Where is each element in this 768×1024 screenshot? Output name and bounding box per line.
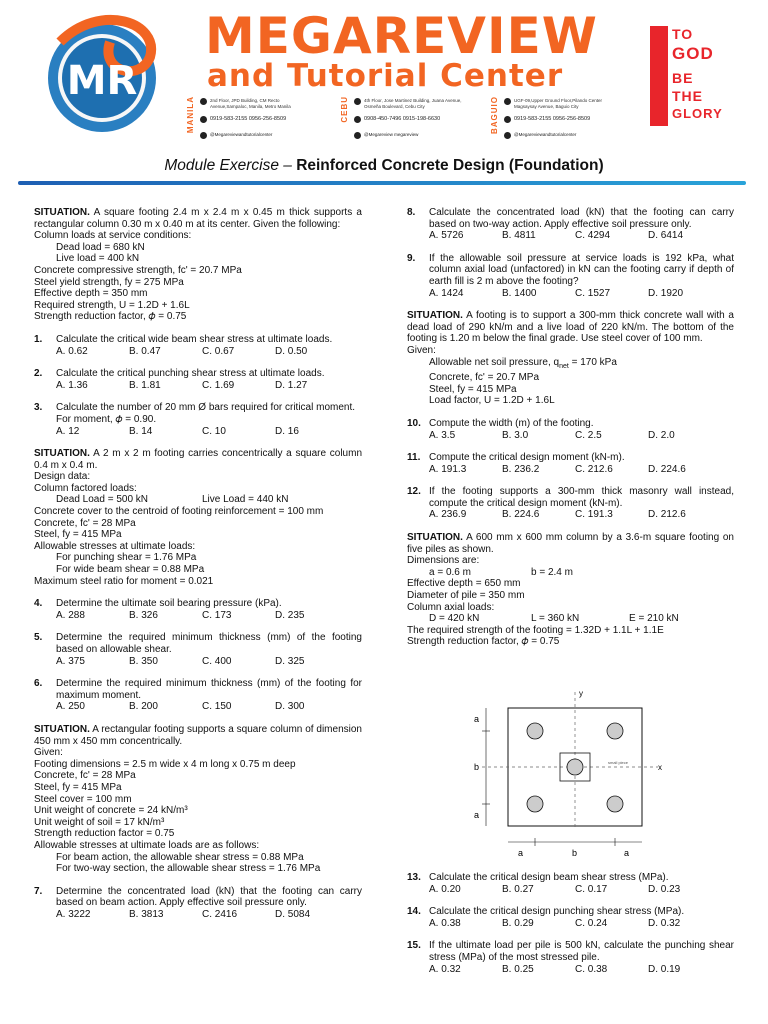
facebook-icon — [200, 132, 207, 139]
question-1: 1. Calculate the critical wide beam shear stress at ultimate loads. — [34, 333, 333, 345]
choices-9: A. 1424 B. 1400 C. 1527 D. 1920 — [429, 287, 684, 299]
choices-1: A. 0.62 B. 0.47 C. 0.67 D. 0.50 — [56, 345, 308, 357]
dim-b-left: b — [474, 762, 480, 772]
choices-7: A. 3222 B. 3813 C. 2416 D. 5084 — [56, 908, 311, 920]
pile-footing-diagram — [462, 688, 682, 862]
right-column-bottom — [407, 872, 734, 975]
situation-3: SITUATION. A rectangular footing supports a square column of dimension 450 mm x 450 mm concentrically. — [34, 723, 362, 747]
question-4: 4. Determine the ultimate soil bearing pressure (kPa). — [34, 598, 282, 610]
small-note: small piece — [608, 760, 629, 765]
question-11: 11. Compute the critical design moment (kN-m). — [407, 452, 625, 464]
phone-icon — [200, 116, 207, 123]
dim-a-left: a — [518, 848, 524, 858]
choices-4: A. 288 B. 326 C. 173 D. 235 — [56, 609, 305, 621]
dim-b-bottom: b — [572, 848, 578, 858]
facebook-icon — [354, 132, 361, 139]
right-column: 8. Calculate the concentrated load (kN) that the footing can carry based on two-way action. Apply effective soil pressure only. A. 5726 B. 4811 C. 4294 D. 6414 9. If the allowable soil pressure at service loads is 192 kPa, what column axial load (unfactored) in kN can the footing carry if depth of earth fill is 2 m above the footing? A. 1424 B. 1400 C. 1527 D. 1920 SITUATION. A footing is to support a 300-mm thick concrete wall with a dead load of 290 kN/m and a live load of 220 kN/m. The bottom of the footing is 1.20 m below the final grade. Use steel cover of 100 mm. Given: Allowable net soil pressure, $q_{net} = 170$ kPa Concrete, fc' = 20.7 MPa Steel, fy = 415 MPa Load factor, U = 1.2D + 1.6L 10. Compute the width (m) of the footing. A. 3.5 B. 3.0 C. 2.5 D. 2.0 11. Compute the critical design moment (kN-m). A. 191.3 B. 236.2 C. 212.6 D. 224.6 12. If the footing supports a 300-mm thick masonry wall instead, compute the critical design moment (kN-m). A. 236.9 B. 224.6 C. 191.3 D. 212.6 SITUATION. A 600 mm x 600 mm column by a 3.6-m square footing on five piles as shown. Dimensions are: a = 0.6 m b = 2.4 m Effective depth = 650 mm Diameter of pile = 350 mm Column axial loads: D = 420 kN L = 360 kN E = 210 kN The required strength of the footing = 1.32D + 1.1L + 1.1E Strength reduction factor, 𝜙 = 0.75 — [407, 207, 734, 648]
choices-2: A. 1.36 B. 1.81 C. 1.69 D. 1.27 — [56, 379, 308, 391]
question-9: 9. If the allowable soil pressure at service loads is 192 kPa, what column axial load (unfactored) in kN can the footing carry if depth of earth fill is 2 m above the footing? — [407, 252, 734, 287]
question-2: 2. Calculate the critical punching shear stress at ultimate loads. — [34, 368, 325, 380]
choices-3: A. 12 B. 14 C. 10 D. 16 — [56, 425, 299, 437]
brand-title: MEGAREVIEW — [205, 7, 598, 65]
megareview-logo — [40, 12, 170, 138]
title-divider — [18, 181, 746, 185]
choices-8: A. 5726 B. 4811 C. 4294 D. 6414 — [429, 230, 684, 242]
question-12: 12. If the footing supports a 300-mm thick masonry wall instead, compute the critical design moment (kN-m). — [407, 486, 734, 509]
brand-subtitle: and Tutorial Center — [207, 58, 564, 94]
choices-6: A. 250 B. 200 C. 150 D. 300 — [56, 701, 305, 713]
choices-15: A. 0.32 B. 0.25 C. 0.38 D. 0.19 — [429, 963, 681, 975]
situation-5: SITUATION. A 600 mm x 600 mm column by a 3.6-m square footing on five piles as shown. — [407, 532, 734, 555]
question-5: 5. Determine the required minimum thickness (mm) of the footing based on allowable shear. — [34, 632, 362, 655]
choices-14: A. 0.38 B. 0.29 C. 0.24 D. 0.32 — [429, 917, 681, 929]
choices-11: A. 191.3 B. 236.2 C. 212.6 D. 224.6 — [429, 463, 686, 475]
choices-13: A. 0.20 B. 0.27 C. 0.17 D. 0.23 — [429, 883, 681, 895]
dim-a-top: a — [474, 714, 480, 724]
question-7: 7. Determine the concentrated load (kN) that the footing can carry based on beam action. Apply effective soil pressure only. — [34, 885, 362, 909]
y-axis-label: y — [579, 689, 583, 698]
dim-a-bottom: a — [474, 810, 480, 820]
x-axis-label: x — [658, 763, 662, 772]
pile — [607, 723, 623, 739]
pile — [567, 759, 583, 775]
question-8: 8. Calculate the concentrated load (kN) that the footing can carry based on two-way action. Apply effective soil pressure only. — [407, 207, 734, 230]
question-10: 10. Compute the width (m) of the footing. — [407, 417, 594, 429]
question-15: 15. If the ultimate load per pile is 500 kN, calculate the punching shear stress (MPa) of the most stressed pile. — [407, 940, 734, 963]
map-pin-icon — [354, 98, 361, 105]
map-pin-icon — [504, 98, 511, 105]
situation-1: SITUATION. A square footing 2.4 m x 2.4 m x 0.45 m thick supports a rectangular column 0.30 m x 0.40 m at its center. Given the following: — [34, 207, 362, 230]
question-14: 14. Calculate the critical design punching shear stress (MPa). — [407, 906, 685, 918]
choices-12: A. 236.9 B. 224.6 C. 191.3 D. 212.6 — [429, 509, 686, 521]
header: MR MEGAREVIEW and Tutorial Center MANILA 2nd Floor, JPD Building, CM Recto Avenue,Sampaloc, Manila, Metro Manila 0919-583-2155 0956-256-8509 @Megareviewandtutorialcenter CEBU 4th Floor, Jose Martinez Building, Juana Avenue, Osmeña Boulevard, Cebu City 0908-450-7496 0915-198-6630 @Megareview megareview BAGUIO UGF-09,Upper Ground Floor,Pilando Center Magsaysay Avenue, Baguio City 0919-583-2155 0956-256-8509 @Megareviewandtutorialcenter TO GOD BE THE GLORY — [0, 0, 768, 150]
map-pin-icon — [200, 98, 207, 105]
choices-10: A. 3.5 B. 3.0 C. 2.5 D. 2.0 — [429, 429, 675, 441]
to-god-be-the-glory-badge: TO GOD BE THE GLORY — [650, 26, 730, 130]
pile — [607, 796, 623, 812]
question-6: 6. Determine the required minimum thickness (mm) of the footing for maximum moment. — [34, 678, 362, 701]
logo-monogram: MR — [66, 58, 138, 104]
facebook-icon — [504, 132, 511, 139]
phone-icon — [504, 116, 511, 123]
pile — [527, 723, 543, 739]
choices-5: A. 375 B. 350 C. 400 D. 325 — [56, 655, 305, 667]
phone-icon — [354, 116, 361, 123]
question-3: 3. Calculate the number of 20 mm Ø bars required for critical moment. For moment, 𝜙 = 0.90. — [34, 402, 356, 425]
pile — [527, 796, 543, 812]
page-title: Module Exercise – Reinforced Concrete Design (Foundation) — [164, 157, 604, 174]
situation-4: SITUATION. A footing is to support a 300-mm thick concrete wall with a dead load of 290 kN/m and a live load of 220 kN/m. The bottom of the footing is 1.20 m below the final grade. Use steel cover of 100 mm. — [407, 310, 734, 345]
dim-a-right: a — [624, 848, 630, 858]
left-column: SITUATION. A square footing 2.4 m x 2.4 m x 0.45 m thick supports a rectangular column 0.30 m x 0.40 m at its center. Given the following: Column loads at service conditions: Dead load = 680 kN Live load = 400 kN Concrete compressive strength, fc' = 20.7 MPa Steel yield strength, fy = 275 MPa Effective depth = 350 mm Required strength, U = 1.2D + 1.6L Strength reduction factor, 𝜙 = 0.75 1. Calculate the critical wide beam shear stress at ultimate loads. A. 0.62 B. 0.47 C. 0.67 D. 0.50 2. Calculate the critical punching shear stress at ultimate loads. A. 1.36 B. 1.81 C. 1.69 D. 1.27 3. Calculate the number of 20 mm Ø bars required for critical moment. For moment, 𝜙 = 0.90. A. 12 B. 14 C. 10 D. 16 SITUATION. A 2 m x 2 m footing carries concentrically a square column 0.4 m x 0.4 m. Design data: Column factored loads: Dead Load = 500 kN Live Load = 440 kN Concrete cover to the centroid of footing reinforcement = 100 mm Concrete, fc' = 28 MPa Steel, fy = 415 MPa Allowable stresses at ultimate loads: For punching shear = 1.76 MPa For wide beam shear = 0.88 MPa Maximum steel ratio for moment = 0.021 4. Determine the ultimate soil bearing pressure (kPa). A. 288 B. 326 C. 173 D. 235 5. Determine the required minimum thickness (mm) of the footing based on allowable shear. A. 375 B. 350 C. 400 D. 325 6. Determine the required minimum thickness (mm) of the footing for maximum moment. A. 250 B. 200 C. 150 D. 300 SITUATION. A rectangular footing supports a square column of dimension 450 mm x 450 mm concentrically. Given: Footing dimensions = 2.5 m wide x 4 m long x 0.75 m deep Concrete, fc' = 28 MPa Steel, fy = 415 MPa Steel cover = 100 mm Unit weight of concrete = 24 kN/m³ Unit weight of soil = 17 kN/m³ Strength reduction factor = 0.75 Allowable stresses at ultimate loads are as follows: For beam action, the allowable shear stress = 0.88 MPa For two-way section, the allowable shear stress = 1.76 MPa 7. Determine the concentrated load (kN) that the footing can carry based on beam action. Apply effective soil pressure only. A. 3222 B. 3813 C. 2416 D. 5084 — [34, 207, 362, 920]
situation-2: SITUATION. A 2 m x 2 m footing carries concentrically a square column 0.4 m x 0.4 m. — [34, 448, 362, 471]
question-13: 13. Calculate the critical design beam shear stress (MPa). — [407, 872, 669, 883]
